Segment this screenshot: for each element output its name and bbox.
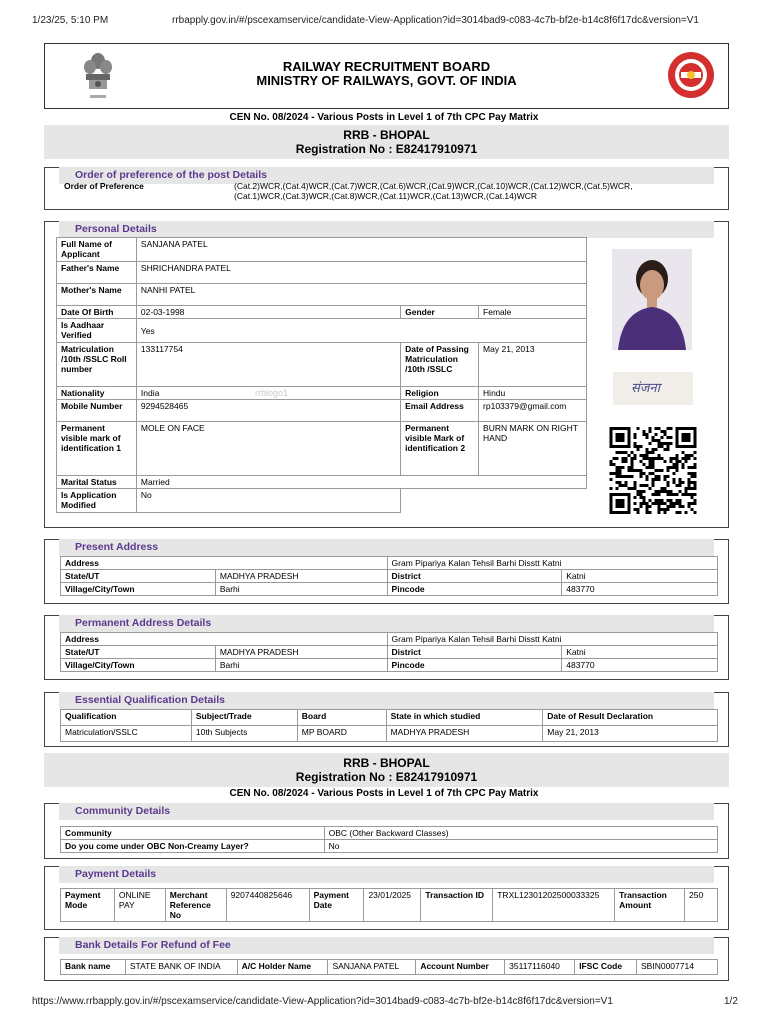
present-village-value: Barhi <box>215 583 387 596</box>
community-label: Community <box>61 827 325 840</box>
merchant-ref-value: 9207440825646 <box>226 889 309 922</box>
present-pincode-value: 483770 <box>562 583 718 596</box>
subject-value: 10th Subjects <box>191 726 297 742</box>
print-datetime: 1/23/25, 5:10 PM <box>32 15 109 26</box>
nationality-value: India <box>136 387 400 400</box>
present-pincode-label: Pincode <box>387 583 562 596</box>
present-district-label: District <box>387 570 562 583</box>
religion-label: Religion <box>401 387 479 400</box>
registration-number-2: Registration No : E82417910971 <box>295 770 478 784</box>
header-line-1: RAILWAY RECRUITMENT BOARD <box>282 59 491 74</box>
mark2-value: BURN MARK ON RIGHT HAND <box>479 422 587 476</box>
permanent-village-value: Barhi <box>215 659 387 672</box>
account-number-value: 35117116040 <box>505 960 575 975</box>
permanent-address-label: Address <box>61 633 388 646</box>
matric-value: 133117754 <box>136 343 400 387</box>
mother-value: NANHI PATEL <box>136 284 586 306</box>
account-number-label: Account Number <box>416 960 505 975</box>
signature-text: संजना <box>631 380 661 395</box>
merchant-ref-label: Merchant Reference No <box>165 889 226 922</box>
print-page-number: 1/2 <box>724 996 738 1007</box>
print-url: rrbapply.gov.in/#/pscexamservice/candidate-View-Application?id=3014bad9-c083-4c7b-bf2e-b14c8f6f17dc&version=V1 <box>172 15 699 26</box>
present-address-label: Address <box>61 557 388 570</box>
holder-name-label: A/C Holder Name <box>237 960 328 975</box>
qualification-table <box>60 709 718 742</box>
mother-label: Mother's Name <box>57 284 137 306</box>
permanent-state-value: MADHYA PRADESH <box>215 646 387 659</box>
transaction-amount-label: Transaction Amount <box>615 889 685 922</box>
signature-image <box>613 372 693 405</box>
present-address-table <box>60 556 718 596</box>
email-label: Email Address <box>401 400 479 422</box>
ncl-label: Do you come under OBC Non-Creamy Layer? <box>61 840 325 853</box>
ifsc-label: IFSC Code <box>575 960 637 975</box>
payment-date-value: 23/01/2025 <box>364 889 421 922</box>
qual-header: Qualification <box>61 710 192 726</box>
permanent-address-value: Gram Pipariya Kalan Tehsil Barhi Disstt Katni <box>387 633 717 646</box>
preference-value-line-1: (Cat.2)WCR,(Cat.4)WCR,(Cat.7)WCR,(Cat.6)WCR,(Cat.9)WCR,(Cat.10)WCR,(Cat.12)WCR,(Cat.5)WCR, <box>234 181 633 191</box>
permanent-state-label: State/UT <box>61 646 216 659</box>
community-table <box>60 826 718 853</box>
state-studied-header: State in which studied <box>386 710 543 726</box>
bank-table <box>60 959 718 975</box>
print-url-footer: https://www.rrbapply.gov.in/#/pscexamservice/candidate-View-Application?id=3014bad9-c083-4c7b-bf2e-b14c8f6f17dc&version=V1 <box>32 996 613 1007</box>
payment-title: Payment Details <box>59 866 714 883</box>
payment-date-label: Payment Date <box>309 889 364 922</box>
subject-header: Subject/Trade <box>191 710 297 726</box>
father-label: Father's Name <box>57 262 137 284</box>
mark1-value: MOLE ON FACE <box>136 422 400 476</box>
preference-value-line-2: (Cat.1)WCR,(Cat.3)WCR,(Cat.8)WCR,(Cat.11)WCR,(Cat.13)WCR,(Cat.14)WCR <box>234 191 538 201</box>
payment-table <box>60 888 718 922</box>
present-state-value: MADHYA PRADESH <box>215 570 387 583</box>
modified-label: Is Application Modified <box>57 489 137 513</box>
dob-label: Date Of Birth <box>57 306 137 319</box>
result-date-header: Date of Result Declaration <box>543 710 718 726</box>
holder-name-value: SANJANA PATEL <box>328 960 416 975</box>
applicant-photo <box>612 249 692 350</box>
permanent-address-title: Permanent Address Details <box>59 615 714 632</box>
indian-railways-logo-icon <box>667 51 715 99</box>
email-value: rp103379@gmail.com <box>479 400 587 422</box>
qr-code-icon <box>607 427 699 514</box>
cen-title-2: CEN No. 08/2024 - Various Posts in Level 1 of 7th CPC Pay Matrix <box>229 788 539 799</box>
matric-label: Matriculation /10th /SSLC Roll number <box>57 343 137 387</box>
permanent-pincode-value: 483770 <box>562 659 718 672</box>
permanent-address-table <box>60 632 718 672</box>
transaction-amount-value: 250 <box>685 889 718 922</box>
state-studied-value: MADHYA PRADESH <box>386 726 543 742</box>
gender-value: Female <box>479 306 587 319</box>
registration-number: Registration No : E82417910971 <box>295 142 478 156</box>
preference-section <box>44 167 729 210</box>
preference-label: Order of Preference <box>64 181 144 191</box>
pass-value: May 21, 2013 <box>479 343 587 387</box>
rrb-name-2: RRB - BHOPAL <box>343 756 430 770</box>
bank-name-label: Bank name <box>61 960 126 975</box>
header-line-2: MINISTRY OF RAILWAYS, GOVT. OF INDIA <box>256 73 517 88</box>
header-box <box>44 43 729 109</box>
permanent-district-value: Katni <box>562 646 718 659</box>
aadhaar-value: Yes <box>136 319 586 343</box>
personal-table <box>56 237 587 513</box>
present-district-value: Katni <box>562 570 718 583</box>
qualification-title: Essential Qualification Details <box>59 692 714 709</box>
preference-value <box>234 181 633 201</box>
religion-value: Hindu <box>479 387 587 400</box>
permanent-district-label: District <box>387 646 562 659</box>
ifsc-value: SBIN0007714 <box>637 960 718 975</box>
aadhaar-label: Is Aadhaar Verified <box>57 319 137 343</box>
mark1-label: Permanent visible mark of identification 1 <box>57 422 137 476</box>
mobile-label: Mobile Number <box>57 400 137 422</box>
name-value: SANJANA PATEL <box>136 238 586 262</box>
community-value: OBC (Other Backward Classes) <box>324 827 717 840</box>
watermark-text: rrblogo1 <box>255 388 289 398</box>
cen-title: CEN No. 08/2024 - Various Posts in Level 1 of 7th CPC Pay Matrix <box>229 112 539 123</box>
board-value: MP BOARD <box>297 726 386 742</box>
name-label: Full Name of Applicant <box>57 238 137 262</box>
personal-section-title: Personal Details <box>59 221 714 238</box>
permanent-village-label: Village/City/Town <box>61 659 216 672</box>
mobile-value: 9294528465 <box>136 400 400 422</box>
marital-label: Marital Status <box>57 476 137 489</box>
gender-label: Gender <box>401 306 479 319</box>
preference-section-title: Order of preference of the post Details <box>59 167 714 184</box>
father-value: SHRICHANDRA PATEL <box>136 262 586 284</box>
rrb-band <box>44 125 729 159</box>
applicant-photo-icon <box>612 249 692 350</box>
present-village-label: Village/City/Town <box>61 583 216 596</box>
dob-value: 02-03-1998 <box>136 306 400 319</box>
transaction-id-label: Transaction ID <box>421 889 493 922</box>
present-address-title: Present Address <box>59 539 714 556</box>
bank-title: Bank Details For Refund of Fee <box>59 937 714 954</box>
header-title <box>45 60 728 88</box>
qual-value: Matriculation/SSLC <box>61 726 192 742</box>
board-header: Board <box>297 710 386 726</box>
ncl-value: No <box>324 840 717 853</box>
mark2-label: Permanent visible Mark of identification 2 <box>401 422 479 476</box>
community-title: Community Details <box>59 803 714 820</box>
present-address-value: Gram Pipariya Kalan Tehsil Barhi Disstt Katni <box>387 557 717 570</box>
present-state-label: State/UT <box>61 570 216 583</box>
permanent-pincode-label: Pincode <box>387 659 562 672</box>
nationality-label: Nationality <box>57 387 137 400</box>
payment-mode-value: ONLINE PAY <box>114 889 165 922</box>
modified-value: No <box>136 489 400 513</box>
rrb-band-2 <box>44 753 729 787</box>
pass-label: Date of Passing Matriculation /10th /SSLC <box>401 343 479 387</box>
result-date-value: May 21, 2013 <box>543 726 718 742</box>
bank-name-value: STATE BANK OF INDIA <box>125 960 237 975</box>
payment-mode-label: Payment Mode <box>61 889 115 922</box>
marital-value: Married <box>136 476 586 489</box>
rrb-name: RRB - BHOPAL <box>343 128 430 142</box>
transaction-id-value: TRXL12301202500033325 <box>493 889 615 922</box>
